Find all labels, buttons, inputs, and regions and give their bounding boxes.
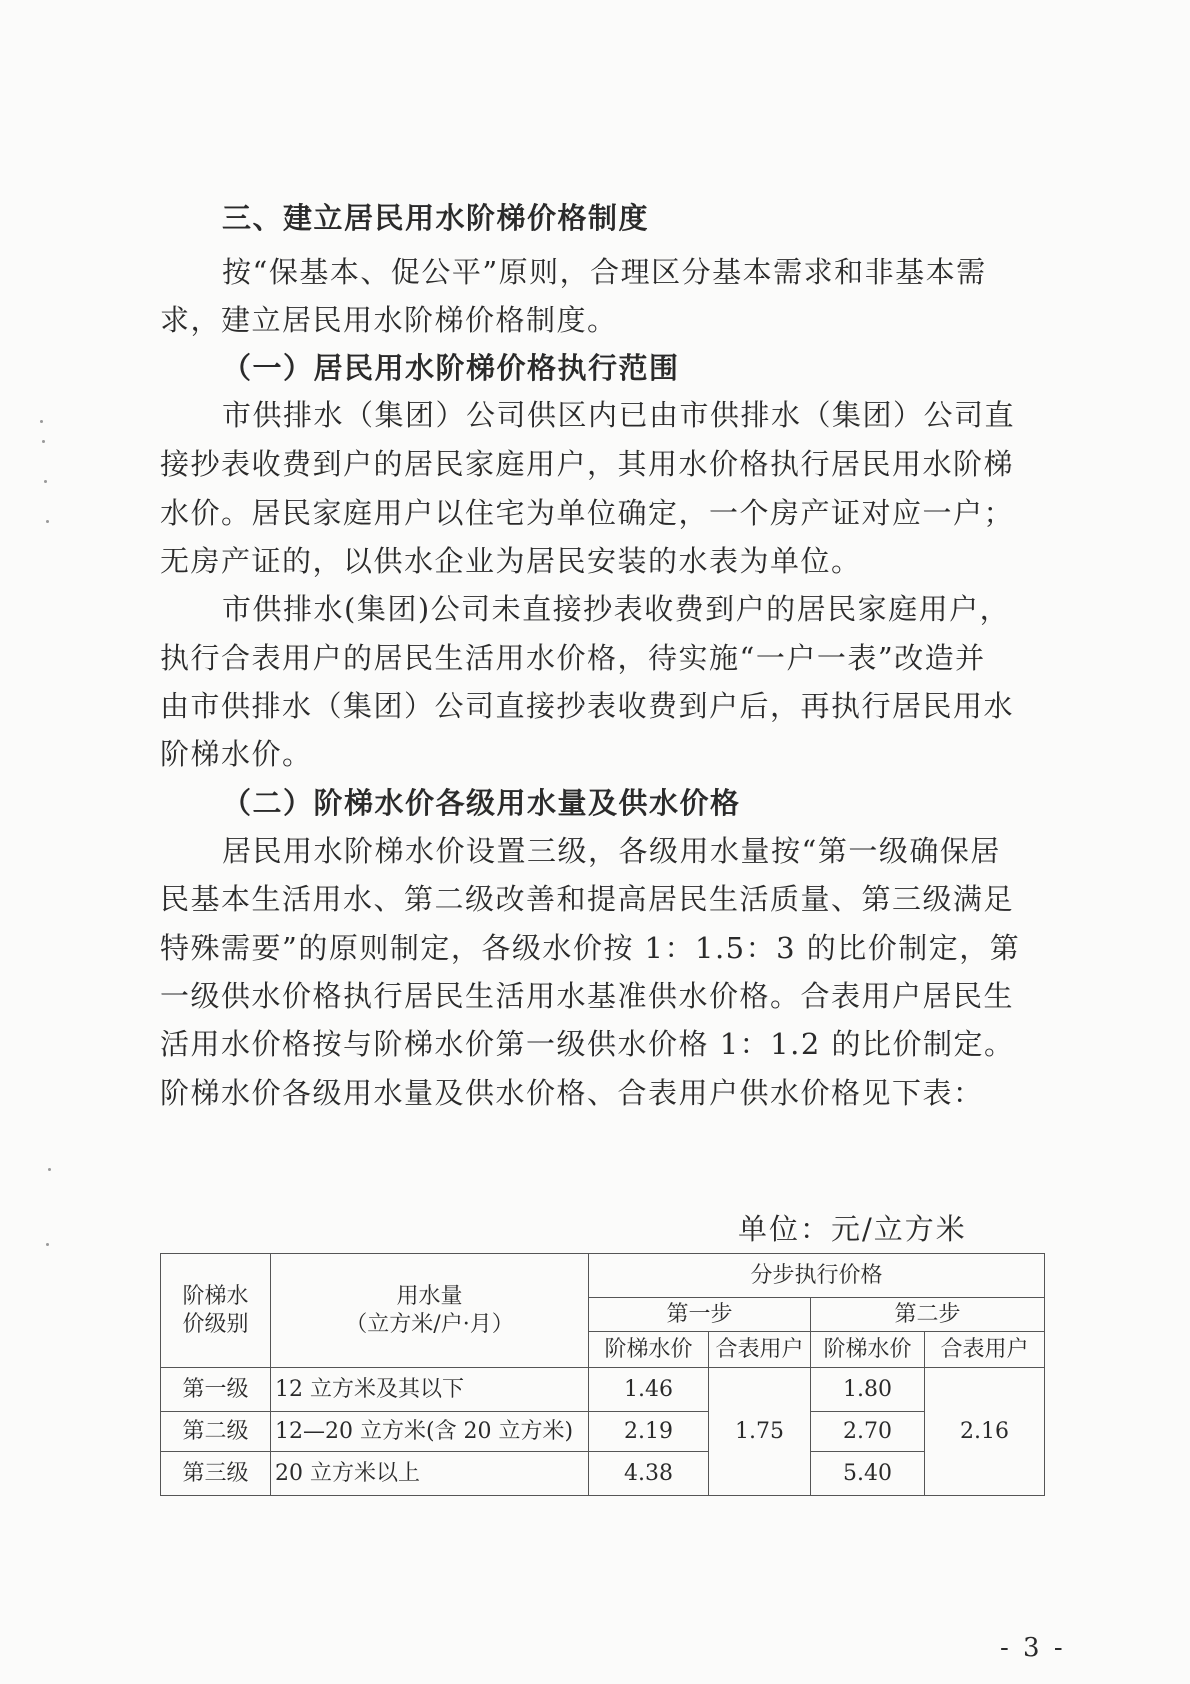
paragraph-line: 无房产证的，以供水企业为居民安装的水表为单位。 xyxy=(160,544,862,578)
step2-tiered-cell: 5.40 xyxy=(811,1452,925,1496)
step2-tiered-cell: 1.80 xyxy=(811,1368,925,1412)
header-step1-tiered: 阶梯水价 xyxy=(589,1332,709,1368)
header-tier-line1: 阶梯水 xyxy=(182,1283,249,1309)
volume-cell: 12 立方米及其以下 xyxy=(271,1368,589,1412)
step1-combined-cell: 1.75 xyxy=(709,1368,811,1496)
tier-cell: 第三级 xyxy=(161,1452,271,1496)
header-volume-line2: （立方米/户·月） xyxy=(345,1311,514,1337)
paragraph-line: 求，建立居民用水阶梯价格制度。 xyxy=(160,303,618,337)
tier-cell: 第一级 xyxy=(161,1368,271,1412)
scan-speck xyxy=(40,420,43,423)
subsection-title: （一）居民用水阶梯价格执行范围 xyxy=(222,351,680,385)
step1-tiered-cell: 1.46 xyxy=(589,1368,709,1412)
table-row xyxy=(161,1412,1045,1452)
paragraph-line: 水价。居民家庭用户以住宅为单位确定，一个房产证对应一户； xyxy=(160,496,1015,530)
tier-cell: 第二级 xyxy=(161,1412,271,1452)
header-step2: 第二步 xyxy=(811,1298,1045,1332)
header-step2-tiered: 阶梯水价 xyxy=(811,1332,925,1368)
paragraph-line: 按“保基本、促公平”原则，合理区分基本需求和非基本需 xyxy=(222,255,987,289)
header-step1-combined: 合表用户 xyxy=(709,1332,811,1368)
step2-tiered-cell: 2.70 xyxy=(811,1412,925,1452)
paragraph-line: 阶梯水价各级用水量及供水价格、合表用户供水价格见下表： xyxy=(160,1076,984,1110)
paragraph-line: 由市供排水（集团）公司直接抄表收费到户后，再执行居民用水 xyxy=(160,689,1015,723)
step1-tiered-cell: 4.38 xyxy=(589,1452,709,1496)
table-row xyxy=(161,1368,1045,1412)
scan-speck xyxy=(48,1168,51,1171)
scan-speck xyxy=(46,1243,49,1246)
header-volume xyxy=(271,1254,589,1368)
header-step1: 第一步 xyxy=(589,1298,811,1332)
section-title: 三、建立居民用水阶梯价格制度 xyxy=(222,201,650,235)
paragraph-line: 民基本生活用水、第二级改善和提高居民生活质量、第三级满足 xyxy=(160,882,1015,916)
subsection-title: （二）阶梯水价各级用水量及供水价格 xyxy=(222,786,741,820)
price-table xyxy=(160,1253,1045,1496)
table-row xyxy=(161,1452,1045,1496)
scan-speck xyxy=(46,520,49,523)
scan-speck xyxy=(42,440,45,443)
header-step2-combined: 合表用户 xyxy=(925,1332,1045,1368)
paragraph-line: 市供排水（集团）公司供区内已由市供排水（集团）公司直 xyxy=(222,398,1016,432)
volume-cell: 20 立方米以上 xyxy=(271,1452,589,1496)
header-tier-line2: 价级别 xyxy=(182,1311,249,1337)
step1-tiered-cell: 2.19 xyxy=(589,1412,709,1452)
paragraph-line: 接抄表收费到户的居民家庭用户，其用水价格执行居民用水阶梯 xyxy=(160,447,1015,481)
unit-label: 单位：元/立方米 xyxy=(738,1212,967,1246)
volume-cell: 12—20 立方米(含 20 立方米) xyxy=(271,1412,589,1452)
header-tier xyxy=(161,1254,271,1368)
step2-combined-cell: 2.16 xyxy=(925,1368,1045,1496)
header-step-price: 分步执行价格 xyxy=(589,1254,1045,1298)
header-volume-line1: 用水量 xyxy=(396,1283,463,1309)
paragraph-line: 特殊需要”的原则制定，各级水价按 1：1.5：3 的比价制定，第 xyxy=(160,931,1021,965)
page-number: - 3 - xyxy=(1000,1633,1066,1663)
scan-speck xyxy=(44,480,47,483)
paragraph-line: 执行合表用户的居民生活用水价格，待实施“一户一表”改造并 xyxy=(160,641,986,675)
paragraph-line: 阶梯水价。 xyxy=(160,737,313,771)
paragraph-line: 居民用水阶梯水价设置三级，各级用水量按“第一级确保居 xyxy=(222,834,1001,868)
paragraph-line: 活用水价格按与阶梯水价第一级供水价格 1：1.2 的比价制定。 xyxy=(160,1027,1015,1061)
paragraph-line: 市供排水(集团)公司未直接抄表收费到户的居民家庭用户， xyxy=(222,592,1011,626)
paragraph-line: 一级供水价格执行居民生活用水基准供水价格。合表用户居民生 xyxy=(160,979,1015,1013)
